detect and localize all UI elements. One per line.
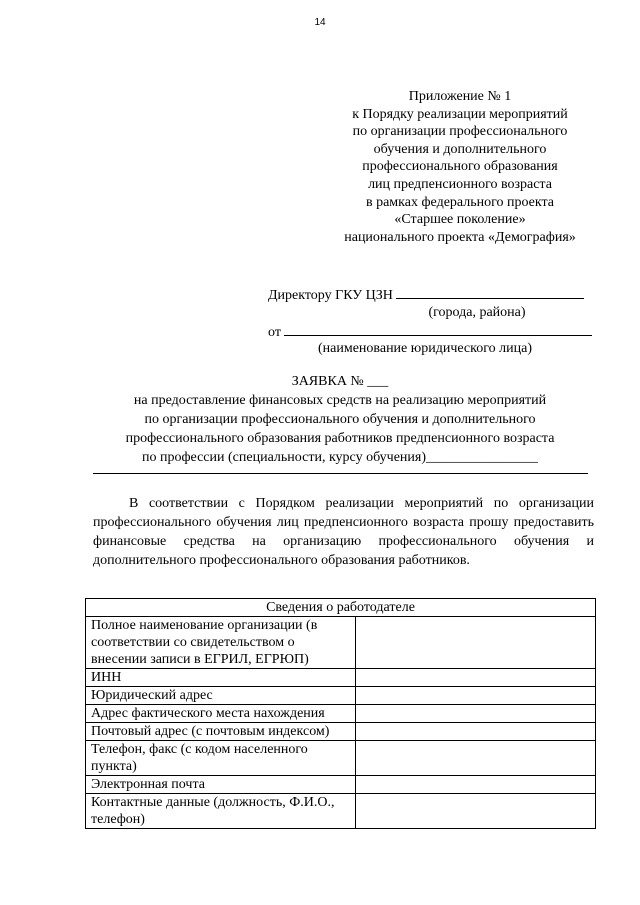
table-row	[86, 723, 596, 741]
row-value-cell[interactable]	[356, 723, 596, 741]
title-line: на предоставление финансовых средств на реализацию мероприятий	[133, 393, 547, 408]
table-row	[86, 705, 596, 723]
table-row	[86, 794, 596, 829]
row-label: Почтовый адрес (с почтовым индексом)	[86, 723, 356, 741]
row-label: ИНН	[86, 669, 356, 687]
director-hint: (города, района)	[428, 305, 526, 320]
appendix-line: обучения и дополнительного	[373, 141, 547, 157]
row-label: Телефон, факс (с кодом населенного пункта)	[86, 741, 356, 776]
director-blank-field[interactable]	[396, 285, 584, 299]
appendix-line: по организации профессионального	[352, 124, 568, 140]
table-row	[86, 669, 596, 687]
row-value-cell[interactable]	[356, 776, 596, 794]
row-value-cell[interactable]	[356, 669, 596, 687]
profession-line: по профессии (специальности, курсу обучения)________________	[141, 450, 539, 465]
employer-info-table	[85, 598, 596, 829]
row-label: Электронная почта	[86, 776, 356, 794]
director-row	[268, 285, 584, 304]
row-value-cell[interactable]	[356, 617, 596, 669]
appendix-line: «Старшее поколение»	[394, 212, 526, 228]
from-label: от	[268, 325, 281, 340]
from-row	[268, 322, 592, 341]
application-heading: ЗАЯВКА № ___	[291, 374, 389, 389]
table-row	[86, 776, 596, 794]
body-paragraph: В соответствии с Порядком реализации мероприятий по организации профессионального обучения лиц предпенсионного возраста прошу предоставить финансовые средства на организацию профессионального обучения и дополнительного профессионального образования работников.	[93, 496, 594, 568]
row-label: Юридический адрес	[86, 687, 356, 705]
table-row	[86, 687, 596, 705]
from-hint: (наименование юридического лица)	[318, 341, 532, 356]
separator-line	[93, 473, 588, 474]
appendix-heading	[318, 88, 602, 246]
appendix-line: профессионального образования	[362, 159, 558, 175]
appendix-line: Приложение № 1	[408, 89, 512, 104]
row-value-cell[interactable]	[356, 687, 596, 705]
appendix-line: к Порядку реализации мероприятий	[352, 106, 568, 122]
from-blank-field[interactable]	[284, 322, 592, 336]
appendix-line: лиц предпенсионного возраста	[368, 176, 552, 192]
row-value-cell[interactable]	[356, 794, 596, 829]
director-label: Директору ГКУ ЦЗН	[268, 288, 393, 303]
row-label: Контактные данные (должность, Ф.И.О., телефон)	[86, 794, 356, 829]
table-header: Сведения о работодателе	[86, 599, 596, 617]
page-number: 14	[314, 17, 326, 28]
table-row	[86, 617, 596, 669]
appendix-line: в рамках федерального проекта	[365, 194, 554, 210]
row-label: Полное наименование организации (в соответствии со свидетельством о внесении записи в ЕГРИЛ, ЕГРЮП)	[86, 617, 356, 669]
title-line: профессионального образования работников предпенсионного возраста	[125, 431, 555, 446]
appendix-line: национального проекта «Демография»	[344, 229, 576, 245]
row-value-cell[interactable]	[356, 705, 596, 723]
row-value-cell[interactable]	[356, 741, 596, 776]
title-line: по организации профессионального обучения и дополнительного	[144, 412, 536, 427]
application-title	[80, 372, 600, 467]
row-label: Адрес фактического места нахождения	[86, 705, 356, 723]
table-row	[86, 741, 596, 776]
